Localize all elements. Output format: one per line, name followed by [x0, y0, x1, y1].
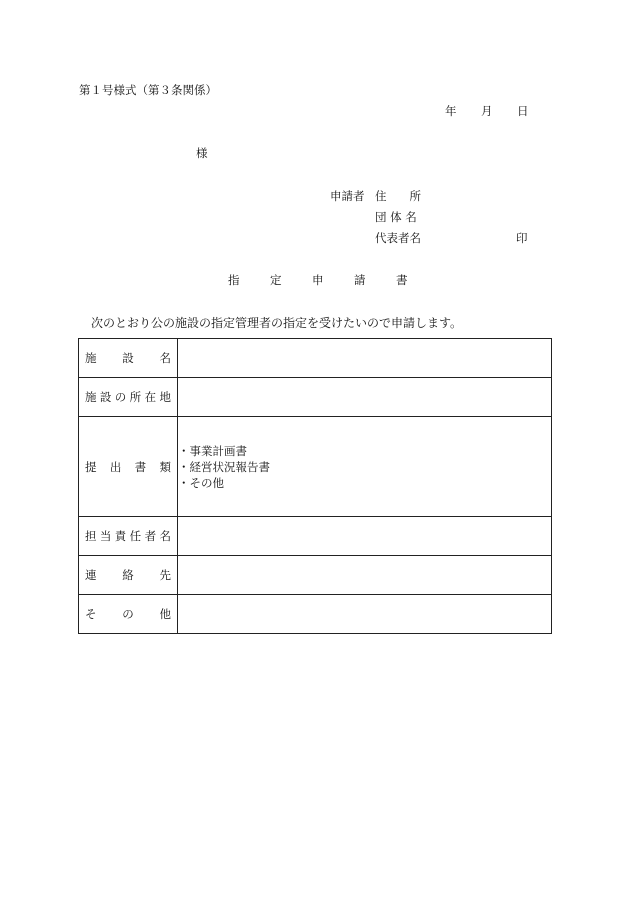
application-table [78, 338, 552, 634]
label-char: 他 [159, 607, 171, 621]
title-char: 指 [228, 273, 240, 287]
label-char: 担 [85, 529, 97, 543]
label-char: 者 [144, 529, 157, 543]
label-char: の [122, 607, 134, 621]
row-label-submitted-documents [79, 417, 178, 517]
intro-text: 次のとおり公の施設の指定管理者の指定を受けたいので申請します。 [91, 316, 463, 330]
label-char: 所 [129, 390, 142, 404]
row-label-contact [79, 556, 178, 595]
label-char: 絡 [122, 568, 134, 582]
seal-label: 印 [516, 231, 528, 245]
document-item: ・その他 [178, 475, 224, 490]
title-char: 申 [312, 273, 324, 287]
label-char: 出 [109, 459, 122, 474]
label-char: 当 [99, 529, 112, 543]
label-char: 在 [144, 390, 157, 404]
form-number: 第１号様式（第３条関係） [79, 83, 217, 97]
contact-field[interactable] [178, 556, 552, 595]
table-row [79, 339, 552, 378]
label-char: 施 [85, 351, 97, 365]
label-char: 類 [159, 459, 171, 474]
label-char: 責 [114, 529, 127, 543]
document-item: ・事業計画書 [178, 443, 247, 458]
group-name-label: 団 体 名 [375, 210, 417, 224]
addressee-suffix: 様 [196, 146, 208, 160]
label-char: 設 [99, 390, 112, 404]
document-title [228, 272, 438, 288]
representative-label: 代表者名 [375, 231, 421, 245]
row-label-facility-location [79, 378, 178, 417]
title-char: 定 [270, 273, 282, 287]
label-char: の [114, 390, 127, 404]
title-char: 書 [396, 273, 408, 287]
table-row [79, 556, 552, 595]
label-char: 先 [159, 568, 171, 582]
other-field[interactable] [178, 595, 552, 634]
label-char: 書 [134, 459, 147, 474]
title-char: 請 [354, 273, 366, 287]
document-item: ・経営状況報告書 [178, 459, 270, 474]
person-in-charge-field[interactable] [178, 517, 552, 556]
label-char: 名 [159, 529, 171, 543]
table-row [79, 417, 552, 517]
table-row [79, 378, 552, 417]
row-label-person-in-charge [79, 517, 178, 556]
address-label: 住 所 [375, 189, 421, 203]
date-month-label: 月 [481, 104, 493, 118]
row-label-facility-name [79, 339, 178, 378]
label-char: 設 [122, 351, 134, 365]
label-char: 施 [85, 390, 97, 404]
table-row [79, 517, 552, 556]
label-char: 連 [85, 568, 97, 582]
facility-name-field[interactable] [178, 339, 552, 378]
applicant-label: 申請者 [330, 189, 365, 203]
submitted-documents-field[interactable] [178, 417, 552, 517]
row-label-other [79, 595, 178, 634]
date-line [445, 103, 529, 119]
label-char: 任 [129, 529, 142, 543]
date-day-label: 日 [517, 104, 529, 118]
label-char: そ [85, 607, 97, 621]
label-char: 地 [159, 390, 171, 404]
label-char: 提 [85, 459, 97, 474]
date-year-label: 年 [445, 104, 457, 118]
facility-location-field[interactable] [178, 378, 552, 417]
table-row [79, 595, 552, 634]
label-char: 名 [159, 351, 171, 365]
